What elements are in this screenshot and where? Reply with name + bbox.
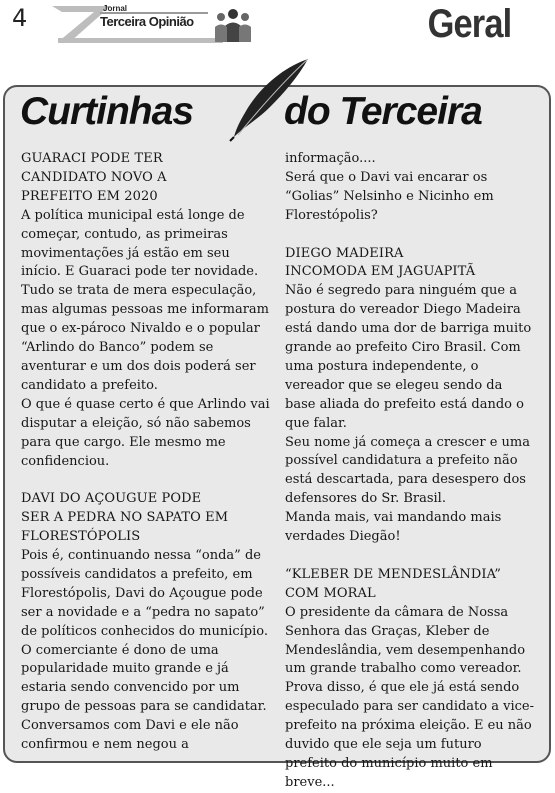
article-paragraph: Manda mais, vai mandando mais verdades Diegão!	[285, 510, 502, 545]
article-paragraph: Será que o Davi vai encarar os “Golias” Nelsinho e Nicinho em Florestópolis?	[285, 169, 494, 223]
article-paragraph: O comerciante é dono de uma popularidade muito grande e já estaria sendo convencido por um grupo de pessoas para se candidatar. Conversamos com Davi e ele não confirmou e nem negou a	[21, 642, 267, 753]
page-number: 4	[12, 4, 28, 32]
article-paragraph: Pois é, continuando nessa “onda” de possíveis candidatos a prefeito, em Florestópolis, Davi do Açougue pode ser a novidade e a “pedra no sapato” de políticos conhecidos do município.	[21, 548, 268, 639]
article-headline: GUARACI PODE TER CANDIDATO NOVO A PREFEITO EM 2020	[21, 151, 167, 204]
article-paragraph: O que é quase certo é que Arlindo vai disputar a eleição, só não sabemos para que cargo. Ele mesmo me confidenciou.	[21, 396, 270, 469]
article-headline: DIEGO MADEIRA INCOMODA EM JAGUAPITÃ	[285, 245, 476, 280]
article-kleber	[285, 566, 535, 793]
right-column	[285, 150, 535, 793]
article-guaraci	[21, 150, 271, 471]
article-paragraph: O presidente da câmara de Nossa Senhora das Graças, Kleber de Mendeslândia, vem desempenhando um grande trabalho como vereador.	[285, 604, 526, 677]
article-paragraph: A política municipal está longe de começar, contudo, as primeiras movimentações já estão em seu início. E Guaraci pode ter novidade. Tudo se trata de mera especulação, mas algumas pessoas me informaram que o ex-pároco Nivaldo e o popular “Arlindo do Banco” podem se aventurar e um dos dois poderá ser candidato a prefeito.	[21, 207, 270, 393]
article-paragraph: Prova disso, é que ele já está sendo especulado para ser candidato a vice-prefeito na próxima eleição. E eu não duvido que ele seja um futuro prefeito do município muito em breve...	[285, 680, 534, 790]
logo-name: Terceira Opinião	[100, 14, 194, 29]
article-diego	[285, 245, 535, 548]
article-headline: DAVI DO AÇOUGUE PODE SER A PEDRA NO SAPATO EM FLORESTÓPOLIS	[21, 491, 229, 545]
article-paragraph: Não é segredo para ninguém que a postura do vereador Diego Madeira está dando uma dor de barriga muito grande ao prefeito Ciro Brasil. Com uma postura independente, o vereador que se elegeu sendo da base aliada do prefeito está dando o que falar.	[285, 283, 532, 431]
article-paragraph: Seu nome já começa a crescer e uma possível candidatura a prefeito não está descartada, para desespero dos defensores do Sr. Brasil.	[285, 434, 531, 507]
logo-small-text: Jornal	[103, 4, 128, 13]
article-davi-continuation	[285, 150, 535, 226]
article-headline: “KLEBER DE MENDESLÂNDIA” COM MORAL	[285, 566, 501, 601]
article-davi	[21, 490, 271, 755]
section-title: Geral	[427, 2, 511, 46]
left-column	[21, 150, 271, 755]
banner-title-left: Curtinhas	[20, 90, 194, 133]
article-paragraph: informação....	[285, 151, 376, 166]
page-header	[0, 0, 555, 60]
banner-title-right: do Terceira	[284, 90, 482, 133]
